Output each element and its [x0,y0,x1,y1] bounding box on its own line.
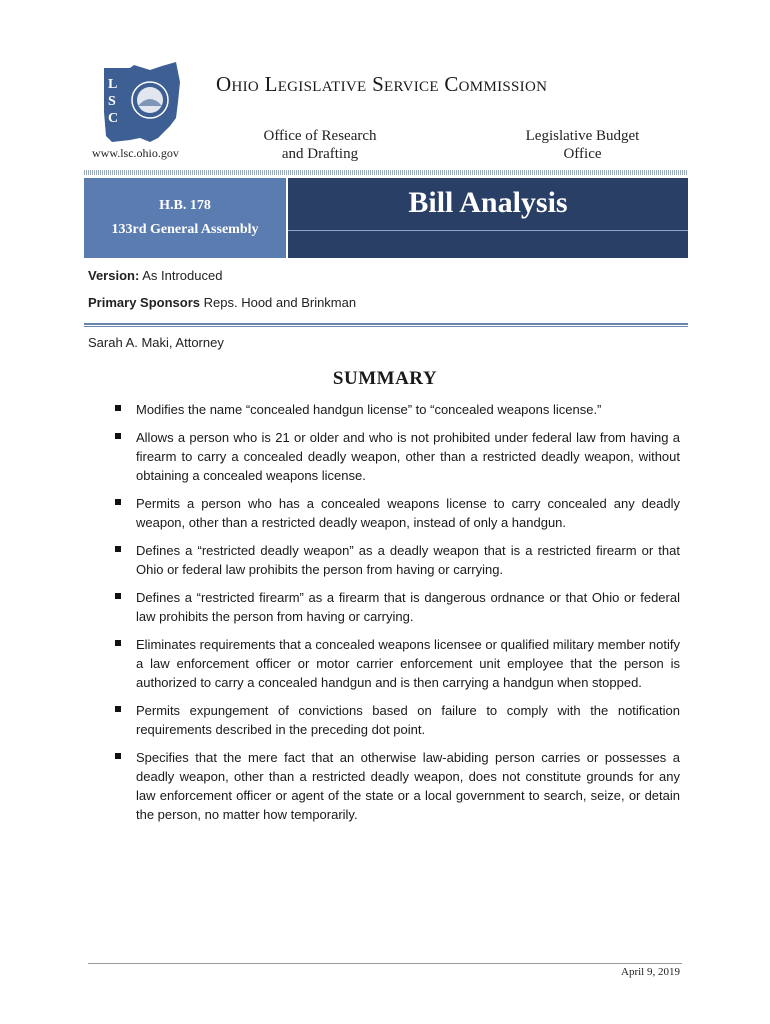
logo-letter-s: S [108,94,116,109]
bullet-icon [115,546,121,552]
bullet-icon [115,405,121,411]
version-value: As Introduced [142,268,223,283]
bill-number: H.B. 178 [159,198,211,213]
title-panel-rule [288,230,688,231]
bullet-icon [115,753,121,759]
bullet-icon [115,640,121,646]
bullet-text: Eliminates requirements that a concealed weapons licensee or qualified military member notify a law enforcement officer or motor carrier enforcement unit employee that the person is authorized to carry a concealed handgun and is then carrying a handgun when stopped. [136,637,680,690]
list-item [112,748,680,824]
summary-heading: SUMMARY [332,368,438,389]
website-url[interactable]: www.lsc.ohio.gov [92,146,179,160]
list-item [112,494,680,532]
logo-letter-c: C [108,111,119,126]
org-title: Ohio Legislative Service Commission [216,72,548,96]
footer-date: April 9, 2019 [621,966,680,978]
bill-id-panel [84,178,286,258]
version-line [88,268,222,283]
office-left-line-1: Office of Research [263,128,377,144]
bullet-text: Modifies the name “concealed handgun license” to “concealed weapons license.” [136,402,602,417]
bullet-text: Allows a person who is 21 or older and who is not prohibited under federal law from having a firearm to carry a concealed deadly weapon, other than a restricted deadly weapon, without obtaining a concealed weapons license. [136,430,680,483]
bullet-text: Specifies that the mere fact that an otherwise law-abiding person carries or possesses a deadly weapon, other than a restricted deadly weapon, does not constitute grounds for any law enforcement officer or agent of the state or a local government to search, seize, or detain the person, no matter how temporarily. [136,750,680,822]
footer-divider [88,963,682,964]
list-item [112,588,680,626]
logo-letter-l: L [108,77,118,92]
author: Sarah A. Maki, Attorney [88,335,224,350]
office-left-line-2: and Drafting [281,146,359,162]
office-right-line-1: Legislative Budget [525,128,640,144]
sponsors-line [88,295,356,310]
bullet-icon [115,499,121,505]
bullet-text: Defines a “restricted firearm” as a firearm that is dangerous ordnance or that Ohio or federal law prohibits the person from having or carrying. [136,590,680,624]
list-item [112,635,680,692]
bullet-text: Defines a “restricted deadly weapon” as a deadly weapon that is a restricted firearm or that Ohio or federal law prohibits the person from having or carrying. [136,543,680,577]
header-divider [84,170,688,175]
office-research-drafting [240,127,400,163]
title-panel [288,178,688,258]
sponsors-label: Primary Sponsors [88,295,200,310]
general-assembly: 133rd General Assembly [111,222,259,237]
bullet-text: Permits a person who has a concealed weapons license to carry concealed any deadly weapon, other than a restricted deadly weapon, instead of only a handgun. [136,496,680,530]
document-title: Bill Analysis [408,186,568,219]
bullet-icon [115,433,121,439]
office-legislative-budget [505,127,660,163]
bullet-icon [115,593,121,599]
version-label: Version: [88,268,140,283]
bullet-text: Permits expungement of convictions based on failure to comply with the notification requirements described in the preceding dot point. [136,703,680,737]
meta-divider [84,323,688,327]
summary-list [112,400,680,833]
list-item [112,428,680,485]
list-item [112,701,680,739]
office-right-line-2: Office [563,146,602,162]
sponsors-value: Reps. Hood and Brinkman [203,295,357,310]
list-item [112,400,680,419]
lsc-ohio-logo [100,62,182,144]
bullet-icon [115,706,121,712]
list-item [112,541,680,579]
